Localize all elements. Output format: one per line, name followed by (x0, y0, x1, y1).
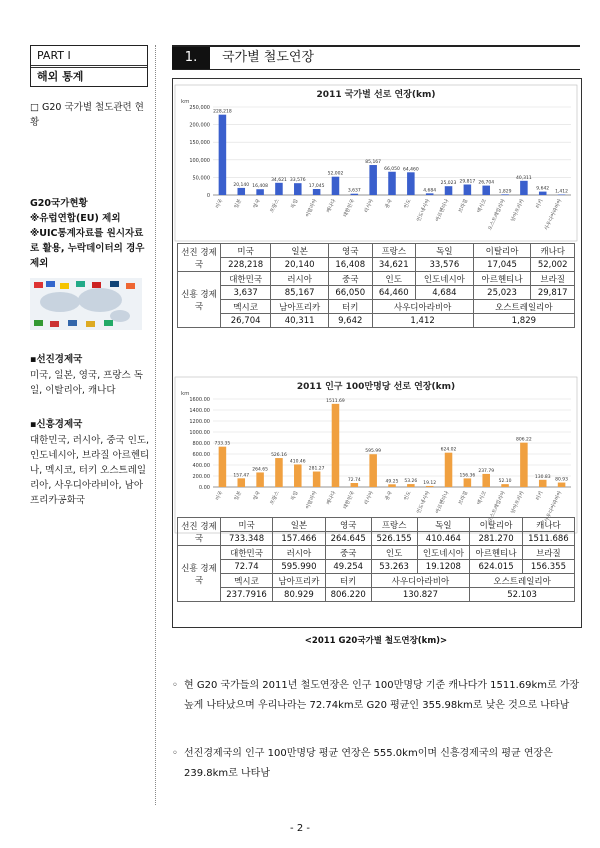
data-label: 4,684 (423, 188, 437, 194)
category-label: 멕시코 (476, 490, 489, 506)
category-label: 멕시코 (476, 198, 489, 214)
table-cell: 일본 (273, 518, 326, 532)
table-cell: 프랑스 (372, 244, 416, 258)
table-cell: 미국 (221, 244, 271, 258)
table-cell: 806.220 (325, 588, 371, 602)
data-label: 526.16 (271, 453, 287, 459)
data-label: 9,642 (536, 186, 550, 192)
table-cell: 인도 (372, 272, 416, 286)
table-cell: 52,002 (531, 258, 575, 272)
y-tick-label: 600.00 (192, 452, 210, 458)
data-label: 281.27 (308, 466, 325, 472)
table-cell: 아르헨티나 (473, 272, 531, 286)
table-cell: 595.990 (273, 560, 326, 574)
data-label: 410.46 (289, 459, 306, 465)
category-label: 아르헨티나 (434, 198, 451, 223)
table-cell: 사우디아라비아 (372, 300, 473, 314)
table-label-advanced: 선진 경제국 (178, 518, 221, 546)
table-cell: 인도네시아 (417, 546, 470, 560)
bar (388, 172, 396, 195)
bar (426, 193, 434, 195)
table-cell: 80.929 (273, 588, 326, 602)
table-cell: 남아프리카 (273, 574, 326, 588)
data-label: 49.25 (385, 479, 399, 485)
table-cell: 9,642 (328, 314, 372, 328)
category-label: 일본 (233, 198, 244, 210)
category-label: 대한민국 (342, 490, 357, 511)
y-tick-label: 400.00 (192, 463, 210, 469)
category-label: 프랑스 (269, 490, 281, 506)
y-tick-label: 1600.00 (189, 397, 210, 403)
paragraph-2 (172, 744, 580, 784)
category-label: 사우디아라비아 (543, 198, 564, 232)
sidebar-emerging-list: 대한민국, 러시아, 중국 인도, 인도네시아, 브라질 아르헨티나, 멕시코, 터키 오스트레일리아, 사우디아라비아, 남아프리카공화국 (30, 435, 150, 506)
data-label: 29,817 (459, 179, 476, 185)
category-label: 프랑스 (269, 198, 281, 214)
table-cell: 25,023 (473, 286, 531, 300)
part-label: PART Ⅰ (31, 46, 147, 68)
table-cell: 85,167 (271, 286, 329, 300)
y-tick-label: 800.00 (192, 441, 210, 447)
table-cell: 410.464 (417, 532, 470, 546)
table-cell: 독일 (417, 518, 470, 532)
sidebar-advanced-title: ▪선진경제국 (30, 354, 83, 365)
data-label: 64,460 (402, 167, 419, 173)
bar (520, 443, 528, 487)
table-cell: 4,684 (416, 286, 474, 300)
table-cell: 프랑스 (371, 518, 417, 532)
sidebar-advanced-list: 미국, 일본, 영국, 프랑스 독일, 이탈리아, 캐나다 (30, 370, 143, 396)
table-label-emerging: 신흥 경제국 (178, 272, 221, 328)
bar (369, 165, 377, 195)
data-label: 26,704 (478, 180, 495, 186)
data-label: 130.83 (534, 474, 551, 480)
category-label: 브라질 (457, 198, 470, 214)
table-track-per-million (177, 517, 575, 602)
y-tick-label: 50,000 (192, 175, 210, 182)
table-cell: 대한민국 (221, 272, 271, 286)
category-label: 남아프리카 (510, 490, 526, 515)
bar (332, 177, 340, 195)
bar (275, 458, 283, 487)
bar (445, 453, 453, 487)
bar (388, 484, 396, 487)
category-label: 브라질 (457, 490, 470, 506)
y-tick-label: 150,000 (189, 140, 210, 147)
bar (558, 483, 566, 487)
table-cell: 영국 (328, 244, 372, 258)
data-label: 17,045 (308, 184, 325, 190)
data-label: 52,002 (327, 171, 344, 177)
table-cell: 624.015 (470, 560, 523, 574)
table-cell: 66,050 (328, 286, 372, 300)
y-tick-label: 1200.00 (189, 419, 210, 425)
table-label-emerging: 신흥 경제국 (178, 546, 221, 602)
table-label-advanced: 선진 경제국 (178, 244, 221, 272)
category-label: 중국 (384, 490, 394, 502)
data-label: 1,412 (555, 189, 569, 195)
category-label: 영국 (252, 198, 262, 210)
data-label: 20,140 (233, 182, 250, 188)
table-cell: 브라질 (522, 546, 574, 560)
category-label: 오스트레일리아 (487, 198, 507, 232)
data-label: 733.35 (214, 441, 231, 447)
category-label: 터키 (535, 490, 545, 502)
bar (407, 172, 415, 195)
section-title: 국가별 철도연장 (222, 50, 315, 65)
table-cell: 오스트레일리아 (470, 574, 575, 588)
bar (256, 472, 264, 487)
table-cell: 281.270 (470, 532, 523, 546)
section-number: 1. (172, 47, 210, 69)
table-cell: 사우디아라비아 (371, 574, 470, 588)
category-label: 미국 (214, 490, 225, 502)
table-cell: 캐나다 (531, 244, 575, 258)
bullet-icon: ◦ (172, 680, 178, 691)
bar (464, 185, 472, 195)
category-label: 인도네시아 (415, 198, 432, 223)
bar (407, 484, 415, 487)
data-label: 1511.69 (326, 398, 345, 404)
category-label: 아르헨티나 (434, 490, 451, 515)
category-label: 일본 (233, 490, 244, 502)
data-label: 85,167 (365, 160, 382, 166)
section-header (172, 45, 580, 70)
bar (313, 472, 321, 487)
category-label: 독일 (290, 198, 300, 210)
category-label: 인도네시아 (415, 490, 432, 515)
table-cell: 중국 (325, 546, 371, 560)
bar (351, 483, 359, 487)
chart-track-length (173, 83, 579, 243)
bar (256, 189, 264, 195)
category-label: 터키 (535, 198, 545, 210)
bar (219, 447, 227, 487)
chart-frame (172, 78, 582, 628)
bar (219, 115, 227, 195)
table-cell: 러시아 (273, 546, 326, 560)
table-cell: 멕시코 (221, 574, 273, 588)
sidebar-item: □ G20 국가별 철도관련 현황 (30, 102, 144, 128)
bar (237, 478, 245, 487)
sidebar-note-uic: ※UIC통계자료를 원시자료로 활용, 누락데이터의 경우 제외 (30, 228, 145, 269)
y-tick-label: 0 (206, 193, 210, 199)
table-cell: 일본 (271, 244, 329, 258)
table-cell: 3,637 (221, 286, 271, 300)
y-tick-label: 1000.00 (189, 430, 210, 436)
table-cell: 브라질 (531, 272, 575, 286)
data-label: 52.10 (498, 479, 512, 485)
data-label: 3,637 (347, 188, 361, 194)
table-cell: 49.254 (325, 560, 371, 574)
category-label: 캐나다 (325, 490, 338, 506)
table-cell: 영국 (325, 518, 371, 532)
category-label: 남아프리카 (510, 198, 526, 223)
paragraph-text: 선진경제국의 인구 100만명당 평균 연장은 555.0km이며 신흥경제국의 평균 연장은 239.8km로 나타남 (184, 748, 553, 779)
table-cell: 64,460 (372, 286, 416, 300)
data-label: 34,621 (271, 177, 287, 183)
category-label: 이탈리아 (304, 490, 319, 511)
category-label: 미국 (214, 198, 225, 210)
table-cell: 캐나다 (522, 518, 574, 532)
data-label: 1,829 (498, 189, 512, 195)
page-number: - 2 - (290, 823, 310, 834)
table-cell: 1,829 (473, 314, 574, 328)
world-map-flags-image (30, 278, 142, 330)
table-cell: 264.645 (325, 532, 371, 546)
bar (237, 188, 245, 195)
bar (294, 464, 302, 487)
chart-track-per-million (173, 375, 579, 535)
category-label: 인도 (403, 198, 413, 210)
chart-title: 2011 인구 100만명당 선로 연장(km) (296, 382, 456, 392)
data-label: 25,023 (440, 181, 457, 187)
table-cell: 멕시코 (221, 300, 271, 314)
data-label: 53.26 (404, 479, 418, 485)
table-cell: 독일 (416, 244, 474, 258)
y-tick-label: 250,000 (189, 105, 210, 111)
bar (501, 194, 509, 195)
table-cell: 이탈리아 (470, 518, 523, 532)
data-label: 595.99 (365, 449, 382, 455)
data-label: 237.79 (478, 468, 495, 474)
table-cell: 터키 (328, 300, 372, 314)
table-cell: 733.348 (221, 532, 273, 546)
bar (332, 404, 340, 487)
data-label: 19.12 (423, 480, 437, 486)
data-label: 33,576 (289, 178, 306, 184)
bar (426, 486, 434, 487)
paragraph-text: 현 G20 국가들의 2011년 철도연장은 인구 100만명당 기준 캐나다가 1511.69km로 가장 높게 나타났으며 우리나라는 72.74km로 G20 평균인 355.98km로 낮은 것으로 나타남 (184, 680, 580, 711)
bar (445, 186, 453, 195)
data-label: 16,408 (252, 184, 268, 190)
table-cell: 오스트레일리아 (473, 300, 574, 314)
table-cell: 228,218 (221, 258, 271, 272)
data-label: 80.93 (555, 477, 569, 483)
table-cell: 26,704 (221, 314, 271, 328)
table-cell: 53.263 (371, 560, 417, 574)
table-cell: 33,576 (416, 258, 474, 272)
category-label: 러시아 (363, 198, 375, 214)
table-cell: 157.466 (273, 532, 326, 546)
table-cell: 526.155 (371, 532, 417, 546)
bar (501, 484, 509, 487)
data-label: 806.22 (516, 437, 532, 443)
category-label: 대한민국 (342, 198, 357, 219)
data-label: 228,218 (213, 109, 232, 115)
data-label: 72.74 (347, 477, 361, 483)
y-axis-label: km (181, 391, 190, 397)
table-cell: 52.103 (470, 588, 575, 602)
bar (369, 454, 377, 487)
table-cell: 대한민국 (221, 546, 273, 560)
data-label: 157.47 (233, 473, 250, 479)
table-cell: 미국 (221, 518, 273, 532)
bullet-icon: ◦ (172, 748, 178, 759)
bar (464, 478, 472, 487)
chart-title: 2011 국가별 선로 연장(km) (316, 90, 436, 100)
data-label: 66,050 (384, 166, 400, 172)
table-cell: 인도네시아 (416, 272, 474, 286)
table-cell: 1,412 (372, 314, 473, 328)
table-cell: 남아프리카 (271, 300, 329, 314)
y-tick-label: 200,000 (189, 122, 210, 129)
column-divider (155, 45, 156, 805)
table-cell: 237.7916 (221, 588, 273, 602)
category-label: 독일 (290, 490, 300, 502)
bar (520, 181, 528, 195)
table-cell: 16,408 (328, 258, 372, 272)
figure-caption: <2011 G20국가별 철도연장(km)> (304, 636, 448, 646)
category-label: 이탈리아 (304, 198, 319, 219)
y-tick-label: 100,000 (189, 157, 210, 164)
part-box (30, 45, 148, 87)
bar (539, 192, 547, 195)
table-cell: 인도 (371, 546, 417, 560)
bar (313, 189, 321, 195)
category-label: 영국 (252, 490, 262, 502)
table-cell: 19.1208 (417, 560, 470, 574)
bar (482, 474, 490, 487)
data-label: 264.65 (252, 467, 268, 473)
data-label: 40,311 (516, 175, 532, 181)
category-label: 오스트레일리아 (487, 490, 507, 524)
category-label: 중국 (384, 198, 394, 210)
table-cell: 아르헨티나 (470, 546, 523, 560)
y-tick-label: 0.00 (198, 485, 210, 491)
paragraph-1 (172, 676, 580, 716)
sidebar-g20-title: G20국가현황 (30, 198, 88, 209)
bar (275, 183, 283, 195)
table-cell: 29,817 (531, 286, 575, 300)
table-cell: 20,140 (271, 258, 329, 272)
sidebar-emerging-title: ▪신흥경제국 (30, 419, 83, 430)
y-axis-label: km (181, 99, 190, 105)
category-label: 인도 (403, 490, 413, 502)
y-tick-label: 1400.00 (189, 408, 210, 414)
table-cell: 러시아 (271, 272, 329, 286)
table-track-length (177, 243, 575, 328)
data-label: 156.36 (459, 473, 476, 479)
bar (294, 183, 302, 195)
table-cell: 130.827 (371, 588, 470, 602)
category-label: 러시아 (363, 490, 375, 506)
table-cell: 72.74 (221, 560, 273, 574)
bar (539, 480, 547, 487)
table-cell: 156.355 (522, 560, 574, 574)
bar (351, 194, 359, 195)
table-cell: 중국 (328, 272, 372, 286)
part-subtitle: 해외 통계 (37, 70, 84, 83)
table-cell: 이탈리아 (473, 244, 531, 258)
table-cell: 34,621 (372, 258, 416, 272)
sidebar-note-eu: ※유럽연합(EU) 제외 (30, 213, 121, 224)
y-tick-label: 200.00 (192, 474, 210, 480)
table-cell: 터키 (325, 574, 371, 588)
category-label: 사우디아라비아 (543, 490, 564, 524)
table-cell: 40,311 (271, 314, 329, 328)
table-cell: 1511.686 (522, 532, 574, 546)
category-label: 캐나다 (325, 198, 338, 214)
data-label: 624.02 (440, 447, 457, 453)
table-cell: 17,045 (473, 258, 531, 272)
bar (482, 186, 490, 195)
